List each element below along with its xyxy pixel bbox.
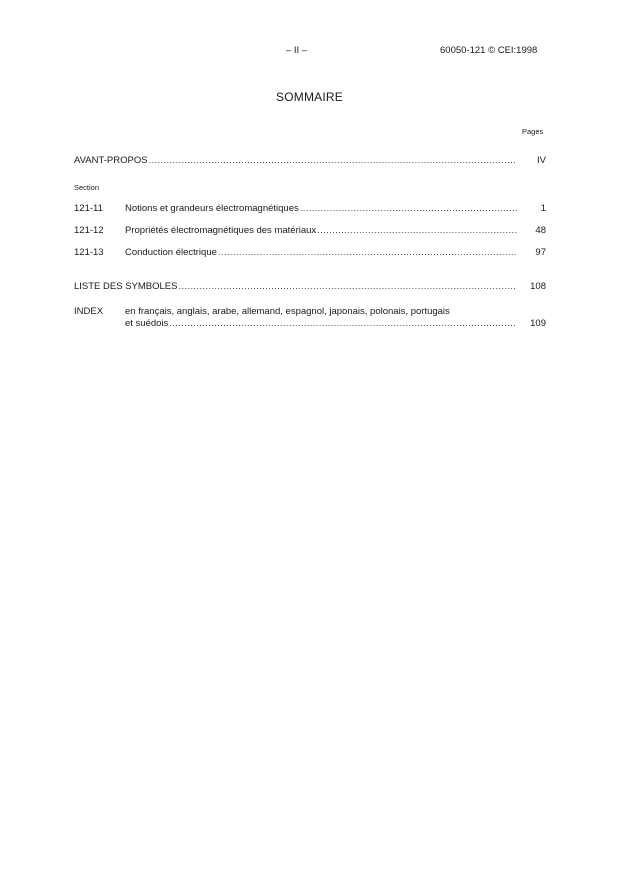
section-code: 121-13 <box>74 247 104 258</box>
leader-dots <box>169 317 517 331</box>
toc-entry-page: 108 <box>530 281 546 292</box>
index-description-line[interactable]: en français, anglais, arabe, allemand, espagnol, japonais, polonais, portugais <box>125 306 450 317</box>
toc-entry-page: IV <box>537 155 546 166</box>
toc-entry-title: Propriétés électromagnétiques des matériaux <box>125 225 317 236</box>
index-label: INDEX <box>74 306 104 317</box>
page-title: SOMMAIRE <box>276 90 343 104</box>
toc-entry-page: 109 <box>530 318 546 329</box>
pages-column-label: Pages <box>522 127 544 136</box>
section-column-label: Section <box>74 183 100 192</box>
leader-dots <box>149 154 517 168</box>
leader-dots <box>300 202 517 216</box>
toc-entry-section[interactable] <box>74 202 546 216</box>
toc-entry-page: 48 <box>535 225 546 236</box>
leader-dots <box>317 224 517 238</box>
toc-entry-page: 1 <box>540 203 546 214</box>
toc-entry-title: LISTE DES SYMBOLES <box>74 281 178 292</box>
toc-entry-page: 97 <box>535 247 546 258</box>
page-number: – II – <box>286 45 308 56</box>
toc-entry-section[interactable] <box>74 224 546 238</box>
toc-entry-section[interactable] <box>74 246 546 260</box>
leader-dots <box>218 246 517 260</box>
leader-dots <box>178 280 517 294</box>
section-code: 121-12 <box>74 225 104 236</box>
toc-index-label-row <box>74 305 125 319</box>
document-reference: 60050-121 © CEI:1998 <box>440 45 538 56</box>
toc-entry-liste-symboles[interactable] <box>74 280 546 294</box>
toc-entry-avant-propos[interactable] <box>74 154 546 168</box>
toc-entry-title: AVANT-PROPOS <box>74 155 148 166</box>
toc-entry-title: Conduction électrique <box>125 247 217 258</box>
section-code: 121-11 <box>74 203 103 214</box>
toc-entry-index[interactable] <box>125 317 546 331</box>
toc-entry-title: Notions et grandeurs électromagnétiques <box>125 203 299 214</box>
toc-entry-title: et suédois <box>125 318 169 329</box>
